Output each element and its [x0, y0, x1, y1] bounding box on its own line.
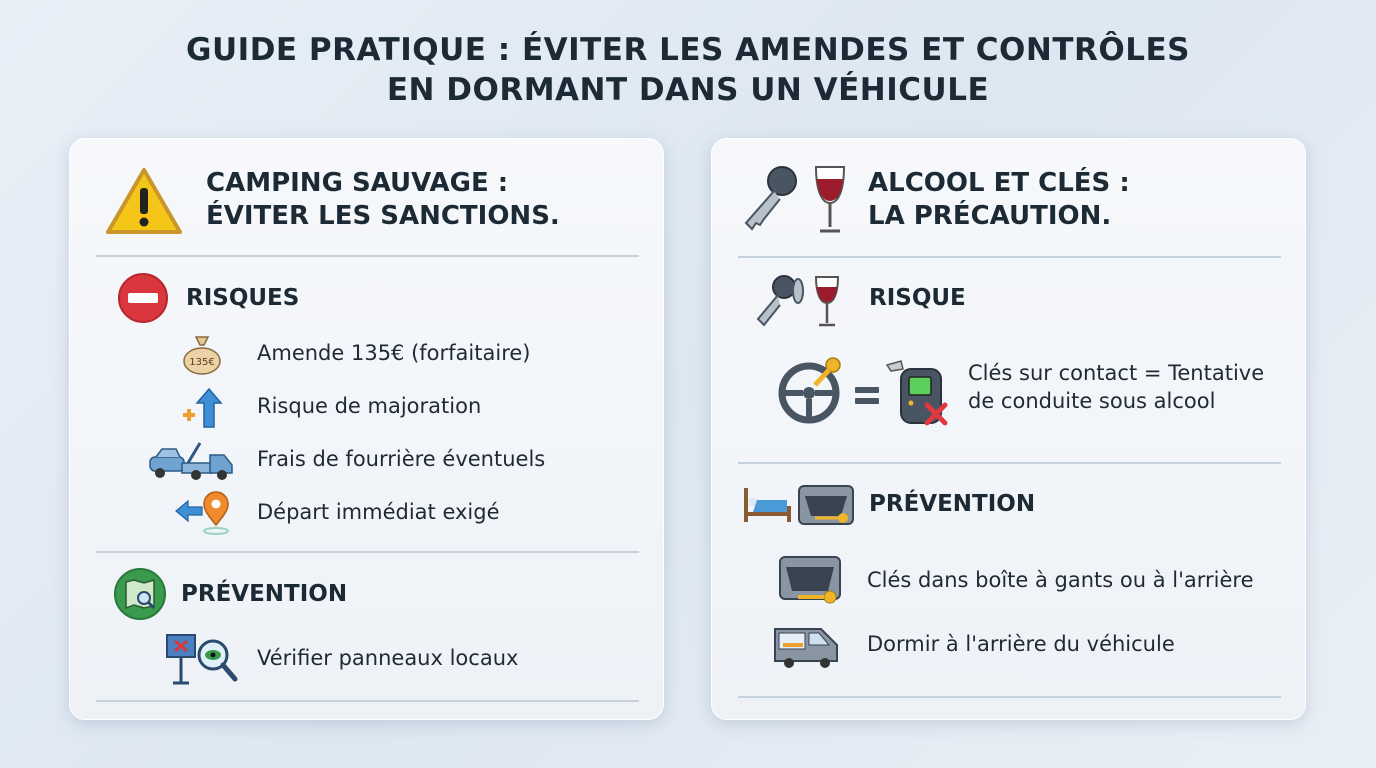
camping-card: [69, 138, 664, 720]
sign-magnifier-icon: [165, 631, 241, 687]
page-title-line1: GUIDE PRATIQUE : ÉVITER LES AMENDES ET CONTRÔLES: [186, 32, 1190, 68]
risk-text-line2: de conduite sous alcool: [968, 389, 1216, 413]
key-ignition-wine-icon: [754, 273, 846, 329]
money-bag-icon: [181, 333, 223, 375]
breathalyzer-fail-icon: [885, 359, 953, 427]
increase-arrow-icon: [177, 387, 223, 429]
van-sleeping-icon: [773, 625, 843, 669]
tow-truck-icon: [148, 439, 236, 481]
key-wine-icon: [740, 163, 850, 237]
divider: [96, 255, 639, 257]
divider: [96, 700, 639, 702]
card-heading-line1: ALCOOL ET CLÉS :: [868, 168, 1130, 198]
alcohol-keys-card: [711, 138, 1306, 720]
prevention-label: PRÉVENTION: [181, 581, 348, 607]
divider: [96, 551, 639, 553]
card-heading-line1: CAMPING SAUVAGE :: [206, 168, 509, 198]
risks-label: RISQUES: [186, 285, 300, 311]
divider: [738, 462, 1281, 464]
prevention-item: Dormir à l'arrière du véhicule: [867, 632, 1175, 656]
divider: [738, 256, 1281, 258]
prevention-label: PRÉVENTION: [869, 491, 1036, 517]
glovebox-key-icon: [778, 555, 844, 607]
risk-text-line1: Clés sur contact = Tentative: [968, 361, 1265, 385]
map-search-icon: [114, 568, 166, 620]
equals-icon: [855, 385, 881, 405]
prevention-item: Vérifier panneaux locaux: [257, 646, 519, 670]
page-title-line2: EN DORMANT DANS UN VÉHICULE: [386, 72, 990, 108]
bed-glovebox-icon: [743, 484, 855, 526]
warning-icon: [105, 166, 183, 236]
bag-text: 135€: [189, 357, 215, 368]
risk-item: Risque de majoration: [257, 394, 482, 418]
divider: [738, 696, 1281, 698]
card-heading-line2: ÉVITER LES SANCTIONS.: [206, 201, 560, 231]
risk-item: Départ immédiat exigé: [257, 500, 500, 524]
risk-label: RISQUE: [869, 285, 966, 311]
card-heading-line2: LA PRÉCAUTION.: [868, 201, 1112, 231]
risk-item: Frais de fourrière éventuels: [257, 447, 546, 471]
risk-item: Amende 135€ (forfaitaire): [257, 341, 531, 365]
prevention-item: Clés dans boîte à gants ou à l'arrière: [867, 568, 1254, 592]
leave-location-icon: [174, 491, 234, 537]
no-entry-icon: [118, 273, 168, 323]
steering-wheel-key-icon: [779, 357, 847, 423]
